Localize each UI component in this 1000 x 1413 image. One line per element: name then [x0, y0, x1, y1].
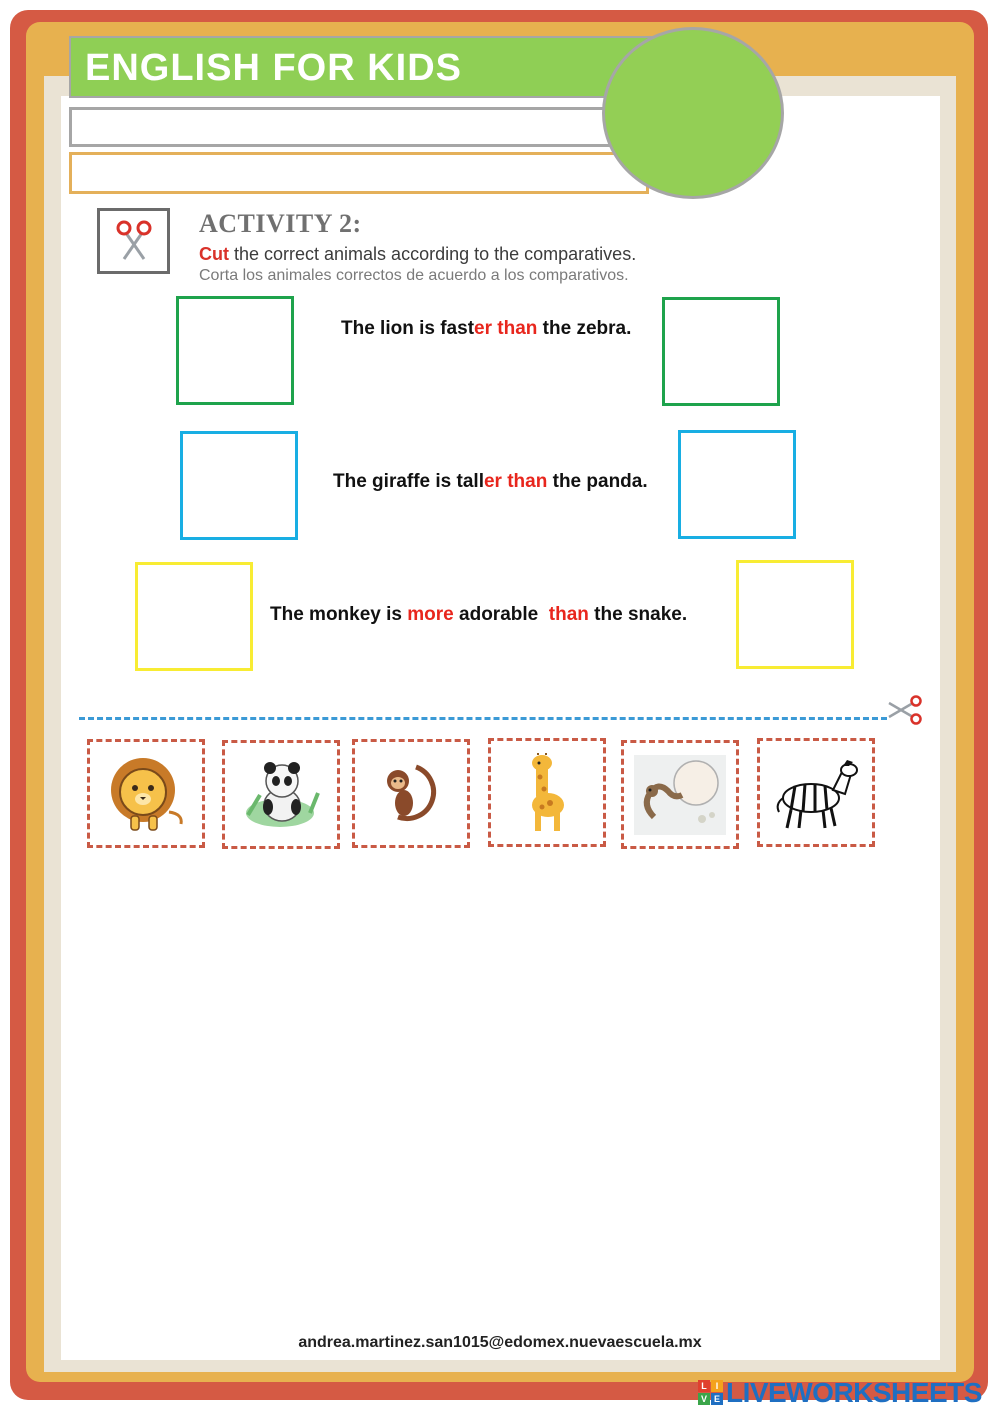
- cut-line: [79, 717, 887, 720]
- cutout-card-lion[interactable]: [87, 739, 205, 848]
- instruction-text: the correct animals according to the comparatives.: [229, 244, 637, 264]
- drop-slot-3-left[interactable]: [135, 562, 253, 671]
- liveworksheets-text: LIVEWORKSHEETS: [726, 1377, 982, 1408]
- sentence-text: the snake.: [588, 604, 688, 625]
- logo-letter: I: [711, 1380, 723, 1392]
- activity-icon-box: [97, 208, 170, 274]
- comparative-highlight: more: [407, 604, 454, 625]
- logo-letter: L: [698, 1380, 710, 1392]
- logo-letter: E: [711, 1393, 723, 1405]
- sentence-text: the zebra.: [537, 318, 632, 339]
- scissors-icon: [114, 219, 154, 263]
- drop-slot-2-left[interactable]: [180, 431, 298, 540]
- cutout-card-giraffe[interactable]: [488, 738, 606, 847]
- instruction-verb: Cut: [199, 244, 229, 264]
- cutout-card-zebra[interactable]: [757, 738, 875, 847]
- logo-letter: V: [698, 1393, 710, 1405]
- score-circle: [602, 27, 784, 199]
- drop-slot-1-left[interactable]: [176, 296, 294, 405]
- cutout-card-monkey[interactable]: [352, 739, 470, 848]
- cutout-card-snake[interactable]: [621, 740, 739, 849]
- date-field[interactable]: [69, 152, 649, 194]
- panda-icon: [238, 755, 324, 835]
- author-email: andrea.martinez.san1015@edomex.nuevaescuela.mx: [298, 1334, 702, 1351]
- drop-slot-2-right[interactable]: [678, 430, 796, 539]
- sentence-text: The monkey is: [270, 604, 408, 625]
- lion-icon: [103, 752, 189, 836]
- name-field[interactable]: [69, 107, 649, 147]
- activity-title: ACTIVITY 2:: [199, 209, 362, 238]
- worksheet-page: [61, 96, 940, 1360]
- snake-icon: [634, 755, 726, 835]
- sentence-text: The lion is fast: [341, 318, 475, 339]
- drop-slot-3-right[interactable]: [736, 560, 854, 669]
- monkey-icon: [376, 759, 446, 829]
- scissors-icon: [887, 695, 923, 725]
- drop-slot-1-right[interactable]: [662, 297, 780, 406]
- zebra-icon: [773, 754, 859, 832]
- sentence-text: The giraffe is tall: [333, 471, 484, 492]
- sentence-text: adorable: [453, 604, 549, 625]
- sentence-1: [341, 318, 631, 340]
- activity-instruction: [199, 244, 636, 265]
- sentence-3: [270, 604, 687, 626]
- page-title: ENGLISH FOR KIDS: [85, 47, 463, 89]
- sentence-text: the panda.: [547, 471, 648, 492]
- comparative-highlight: er than: [483, 471, 548, 492]
- liveworksheets-logo-icon: [698, 1380, 724, 1406]
- activity-instruction-spanish: Corta los animales correctos de acuerdo a los comparativos.: [199, 267, 629, 284]
- sentence-2: [333, 471, 648, 493]
- comparative-highlight: than: [548, 604, 589, 625]
- giraffe-icon: [522, 753, 572, 833]
- cutout-card-panda[interactable]: [222, 740, 340, 849]
- comparative-highlight: er than: [474, 318, 538, 339]
